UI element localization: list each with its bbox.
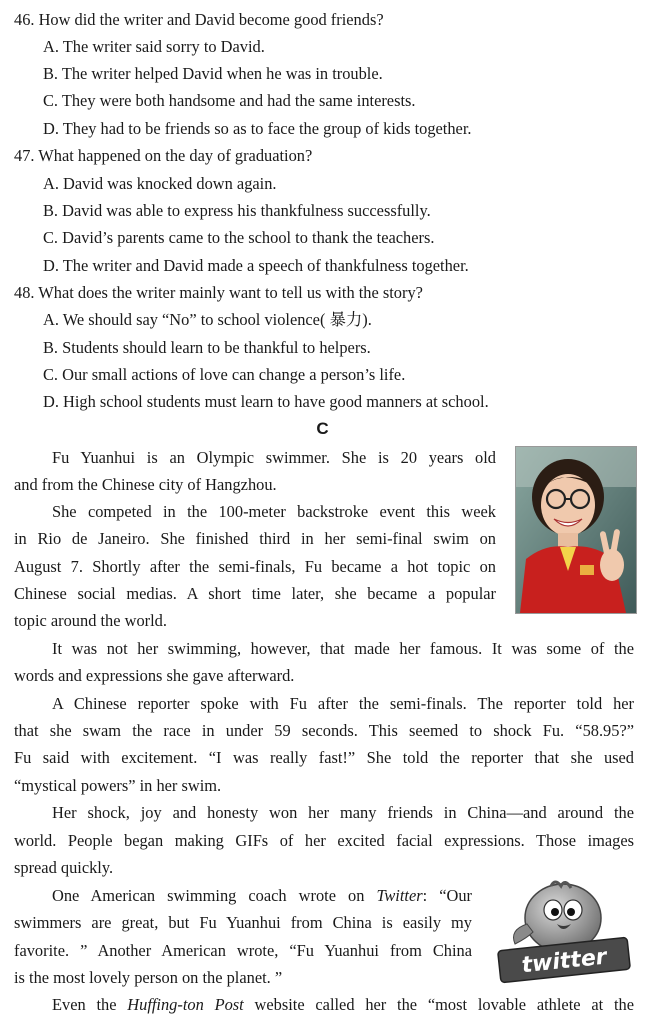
question-46-stem: 46. How did the writer and David become good friends?: [14, 10, 384, 29]
twitter-word: Twitter: [376, 886, 423, 905]
question-47-option-b: B. David was able to express his thankfulness successfully.: [43, 201, 431, 220]
question-47-option-c: C. David’s parents came to the school to thank the teachers.: [43, 228, 435, 247]
passage-p6-line-1: [52, 886, 472, 906]
passage-p3-line-2: words and expressions she gave afterward.: [14, 666, 295, 685]
passage-p2-line-4: Chinese social medias. A short time later, she became a popular: [14, 584, 496, 603]
question-48-option-a: A. We should say “No” to school violence( 暴力).: [43, 310, 372, 329]
passage-p4-line-1: A Chinese reporter spoke with Fu after the semi-finals. The reporter told her: [52, 694, 634, 713]
passage-p5-line-2: world. People began making GIFs of her excited facial expressions. Those images: [14, 831, 634, 850]
swimmer-photo: [515, 446, 637, 614]
passage-p1-line-2: and from the Chinese city of Hangzhou.: [14, 475, 277, 494]
passage-p7-line-1: [52, 995, 634, 1015]
passage-p6-line-4: is the most lovely person on the planet. ”: [14, 968, 283, 987]
passage-p4-line-2: that she swam the race in under 59 seconds. This seemed to shock Fu. “58.95?”: [14, 721, 634, 740]
passage-p5-line-3: spread quickly.: [14, 858, 114, 877]
passage-p2-line-5: topic around the world.: [14, 611, 167, 630]
question-48-option-c: C. Our small actions of love can change a person’s life.: [43, 365, 406, 384]
twitter-bird-logo: [493, 880, 635, 988]
twitter-logo-text: twitter: [520, 944, 608, 979]
question-48-option-b: B. Students should learn to be thankful to helpers.: [43, 338, 371, 357]
passage-p6-line-3: favorite. ” Another American wrote, “Fu Yuanhui from China: [14, 941, 472, 960]
passage-p5-line-1: Her shock, joy and honesty won her many friends in China—and around the: [52, 803, 634, 822]
passage-p6-line-1-post: : “Our: [422, 886, 472, 905]
passage-p6-line-1-pre: One American swimming coach wrote on: [52, 886, 377, 905]
question-46-option-c: C. They were both handsome and had the same interests.: [43, 91, 416, 110]
passage-p2-line-2: in Rio de Janeiro. She finished third in her semi-final swim on: [14, 529, 496, 548]
question-48-option-d: D. High school students must learn to have good manners at school.: [43, 392, 489, 411]
section-heading: C: [316, 419, 329, 438]
passage-p1-line-1: Fu Yuanhui is an Olympic swimmer. She is 20 years old: [52, 448, 496, 467]
passage-p7-pre: Even the: [52, 995, 128, 1014]
passage-p7-post: website called her the “most lovable athlete at the: [243, 995, 634, 1014]
question-46-option-b: B. The writer helped David when he was in trouble.: [43, 64, 383, 83]
passage-p6-line-2: swimmers are great, but Fu Yuanhui from China is easily my: [14, 913, 472, 932]
twitter-bird-icon: [493, 880, 635, 988]
passage-p2-line-1: She competed in the 100-meter backstroke event this week: [52, 502, 496, 521]
question-46-option-a: A. The writer said sorry to David.: [43, 37, 265, 56]
huffington-post-name: Huffing-ton Post: [127, 995, 244, 1014]
passage-p4-line-3: Fu said with excitement. “I was really fast!” She told the reporter that she used: [14, 748, 634, 767]
passage-p3-line-1: It was not her swimming, however, that made her famous. It was some of the: [52, 639, 634, 658]
question-47-stem: 47. What happened on the day of graduation?: [14, 146, 313, 165]
passage-p2-line-3: August 7. Shortly after the semi-finals, Fu became a hot topic on: [14, 557, 496, 576]
question-48-stem: 48. What does the writer mainly want to tell us with the story?: [14, 283, 423, 302]
passage-p4-line-4: “mystical powers” in her swim.: [14, 776, 222, 795]
question-47-option-d: D. The writer and David made a speech of thankfulness together.: [43, 256, 469, 275]
swimmer-photo-illustration: [516, 447, 636, 613]
question-46-option-d: D. They had to be friends so as to face the group of kids together.: [43, 119, 472, 138]
question-47-option-a: A. David was knocked down again.: [43, 174, 277, 193]
